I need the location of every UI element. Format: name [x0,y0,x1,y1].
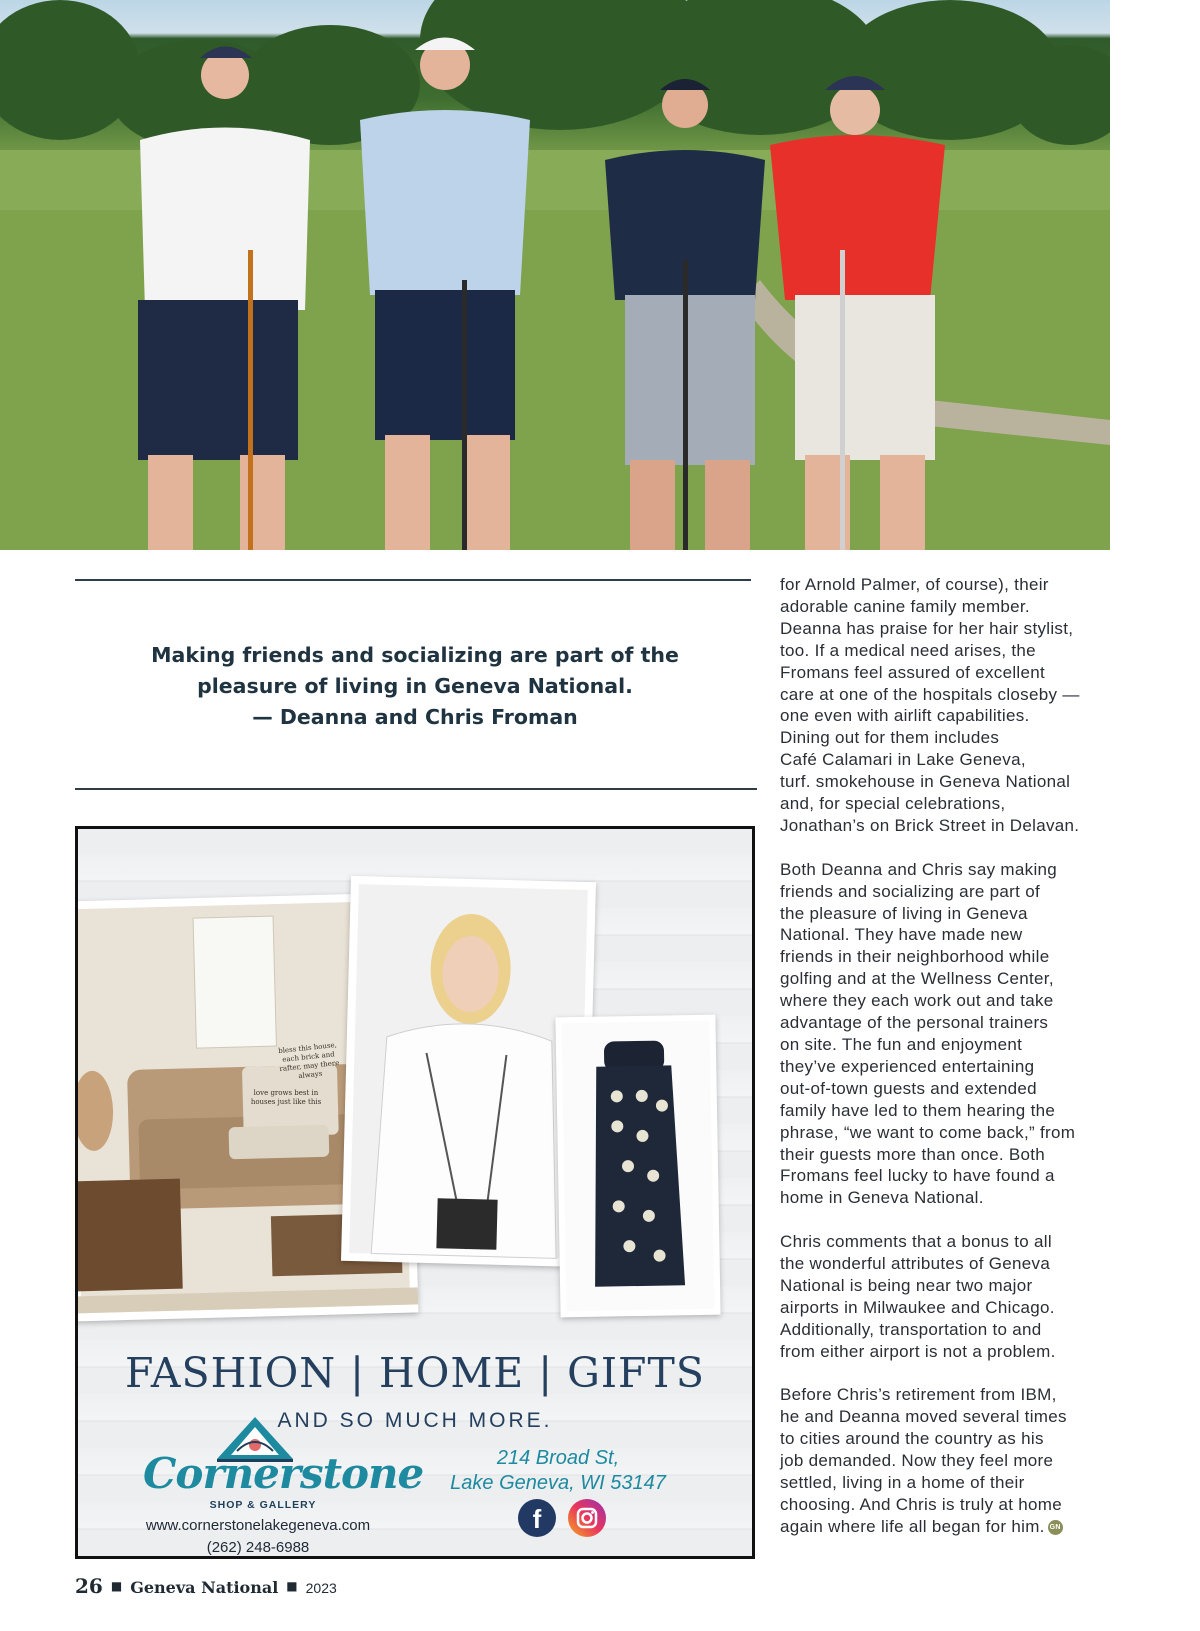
article-line: friends and socializing are part of [780,881,1040,901]
article-line: their guests more than once. Both [780,1144,1046,1164]
article-line: and, for special celebrations, [780,794,1006,814]
golf-bag-photo [555,1015,720,1318]
article-line-last [780,1516,1120,1538]
ad-subline: AND SO MUCH MORE. [277,1409,553,1432]
article-line: where they each work out and take [780,991,1054,1011]
website-link[interactable]: www.cornerstonelakegeneva.com [145,1517,371,1534]
article-line: for Arnold Palmer, of course), their [780,575,1049,594]
article-line: Additionally, transportation to and [780,1319,1042,1339]
article-line: settled, living in a home of their [780,1473,1025,1493]
phone-number[interactable]: (262) 248-6988 [206,1539,310,1556]
article-line: from either airport is not a problem. [780,1341,1056,1361]
article-line: to cities around the country as his [780,1429,1044,1449]
pull-quote [75,640,755,733]
page-number: 26 [75,1574,103,1598]
golfers-photo-icon [0,0,1110,550]
article-line: too. If a medical need arises, the [780,640,1036,660]
article-line: job demanded. Now they feel more [780,1451,1054,1471]
svg-text:f: f [532,1504,542,1534]
article-line: friends in their neighborhood while [780,947,1050,967]
article-paragraph-4 [780,1384,1120,1537]
page-footer [75,1574,337,1604]
pull-quote-bottom-rule [75,788,757,790]
article-line: choosing. And Chris is truly at home [780,1495,1062,1515]
address-line-2: Lake Geneva, WI 53147 [450,1472,666,1494]
instagram-icon[interactable] [568,1499,606,1537]
article-paragraph-2 [780,859,1120,1210]
golfers-photo [0,0,1110,550]
article-line: Jonathan’s on Brick Street in Delavan. [780,815,1080,835]
article-line: Fromans feel assured of excellent [780,662,1046,682]
article-line: National is being near two major [780,1275,1033,1295]
article-line: they’ve experienced entertaining [780,1056,1035,1076]
article-line: phrase, “we want to come back,” from [780,1122,1076,1142]
article-line: advantage of the personal trainers [780,1013,1049,1033]
brand-tagline: SHOP & GALLERY [209,1499,317,1511]
article-line: one even with airlift capabilities. [780,706,1030,726]
article-line: Both Deanna and Chris say making [780,859,1058,879]
article-line: Chris comments that a bonus to all [780,1232,1052,1252]
address-line-1: 214 Broad St, [496,1447,620,1469]
store-address [423,1446,693,1496]
article-line: Café Calamari in Lake Geneva, [780,750,1026,770]
article-line: family have led to them hearing the [780,1100,1056,1120]
article-line: on site. The fun and enjoyment [780,1035,1023,1055]
article-line: again where life all began for him. [780,1516,1045,1536]
footer-separator-icon: ■ [286,1579,298,1593]
article-line: he and Deanna moved several times [780,1407,1067,1427]
article-line: adorable canine family member. [780,596,1030,616]
article-line: the pleasure of living in Geneva [780,903,1028,923]
cornerstone-advertisement[interactable] [75,826,755,1559]
article-line: Deanna has praise for her hair stylist, [780,618,1074,638]
pillow-text-1: bless this house, each brick and rafter, may there always [277,1041,340,1081]
pull-quote-line-2: pleasure of living in Geneva National. [197,674,633,698]
article-line: airports in Milwaukee and Chicago. [780,1297,1055,1317]
article-paragraph-1 [780,574,1120,837]
article-line: turf. smokehouse in Geneva National [780,772,1071,792]
article-line: Fromans feel lucky to have found a [780,1166,1055,1186]
article-line: the wonderful attributes of Geneva [780,1254,1051,1274]
pull-quote-top-rule [75,579,751,581]
article-line: out-of-town guests and extended [780,1078,1037,1098]
publication-name: Geneva National [130,1578,279,1597]
article-column [780,574,1120,1560]
pull-quote-attribution: — Deanna and Chris Froman [252,705,578,729]
brand-name: Cornerstone [143,1449,424,1498]
article-line: Before Chris’s retirement from IBM, [780,1385,1057,1405]
pillow-text-2: love grows best in houses just like this [250,1089,322,1106]
article-line: golfing and at the Wellness Center, [780,969,1054,989]
golf-bag-icon [555,1015,720,1318]
footer-separator-icon: ■ [110,1579,123,1593]
pull-quote-line-1: Making friends and socializing are part of the [151,643,679,667]
article-line: National. They have made new [780,925,1023,945]
publication-year: 2023 [305,1580,337,1596]
article-line: Dining out for them includes [780,728,1000,748]
article-line: home in Geneva National. [780,1188,984,1208]
article-paragraph-3 [780,1231,1120,1362]
article-line: care at one of the hospitals closeby — [780,684,1080,704]
gn-end-mark-icon: GN [1048,1520,1063,1535]
facebook-icon[interactable] [518,1499,556,1537]
ad-headline: FASHION | HOME | GIFTS [125,1349,705,1397]
